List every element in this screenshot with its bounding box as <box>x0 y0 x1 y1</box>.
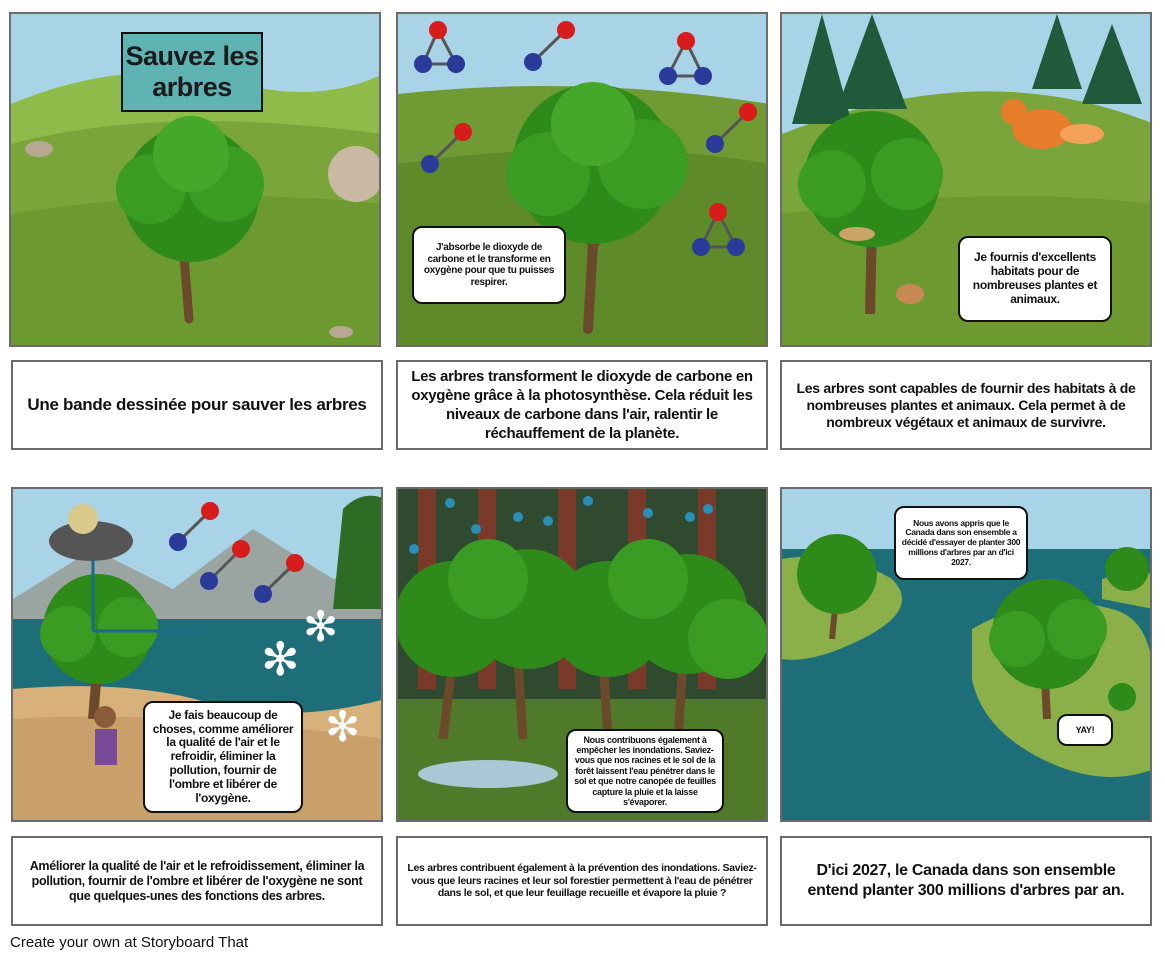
avatar <box>94 706 116 728</box>
storyboard-that-link[interactable]: Create your own at Storyboard That <box>10 934 249 951</box>
speech-bubble-small: YAY! <box>1057 714 1113 746</box>
speech-bubble: Nous contribuons également à empêcher les inondations. Saviez-vous que nos racines et le sol de la forêt laissent l'eau pénétrer dans le sol et que notre canopée de feuilles capture la pluie et la laisse s'évaporer. <box>566 729 724 813</box>
panel-6 <box>780 487 1152 822</box>
panel-1 <box>9 12 381 347</box>
caption-2: Les arbres transforment le dioxyde de carbone en oxygène grâce à la photosynthèse. Cela réduit les niveaux de carbone dans l'air, ralentir le réchauffement de la planète. <box>396 360 768 450</box>
snowflake-icon: ✻ <box>261 633 300 685</box>
nest-icon <box>839 227 875 241</box>
speech-bubble: Je fournis d'excellents habitats pour de nombreuses plantes et animaux. <box>958 236 1112 322</box>
caption-1: Une bande dessinée pour sauver les arbres <box>11 360 383 450</box>
squirrel-icon <box>896 284 924 304</box>
panel-2 <box>396 12 768 347</box>
speech-bubble: J'absorbe le dioxyde de carbone et le transforme en oxygène pour que tu puisses respirer. <box>412 226 566 304</box>
title-box: Sauvez les arbres <box>121 32 263 112</box>
snowflake-icon: ✻ <box>325 703 361 750</box>
caption-5: Les arbres contribuent également à la prévention des inondations. Saviez-vous que leurs racines et leur sol forestier permettent à l'eau de pénétrer dans le sol, et que leur feuillage recueille et évapore la pluie ? <box>396 836 768 926</box>
snowflake-icon: ✻ <box>303 603 339 650</box>
caption-6: D'ici 2027, le Canada dans son ensemble entend planter 300 millions d'arbres par an. <box>780 836 1152 926</box>
speech-bubble: Je fais beaucoup de choses, comme améliorer la qualité de l'air et le refroidir, éliminer la pollution, fournir de l'ombre et libérer de l'oxygène. <box>143 701 303 813</box>
speech-bubble: Nous avons appris que le Canada dans son ensemble a décidé d'essayer de planter 300 millions d'arbres par an d'ici 2027. <box>894 506 1028 580</box>
panel-4 <box>11 487 383 822</box>
panel-5 <box>396 487 768 822</box>
panel-3 <box>780 12 1152 347</box>
caption-3: Les arbres sont capables de fournir des habitats à de nombreuses plantes et animaux. Cela permet à de nombreux végétaux et animaux de survivre. <box>780 360 1152 450</box>
caption-4: Améliorer la qualité de l'air et le refroidissement, éliminer la pollution, fournir de l'ombre et libérer de l'oxygène ne sont que quelques-unes des fonctions des arbres. <box>11 836 383 926</box>
